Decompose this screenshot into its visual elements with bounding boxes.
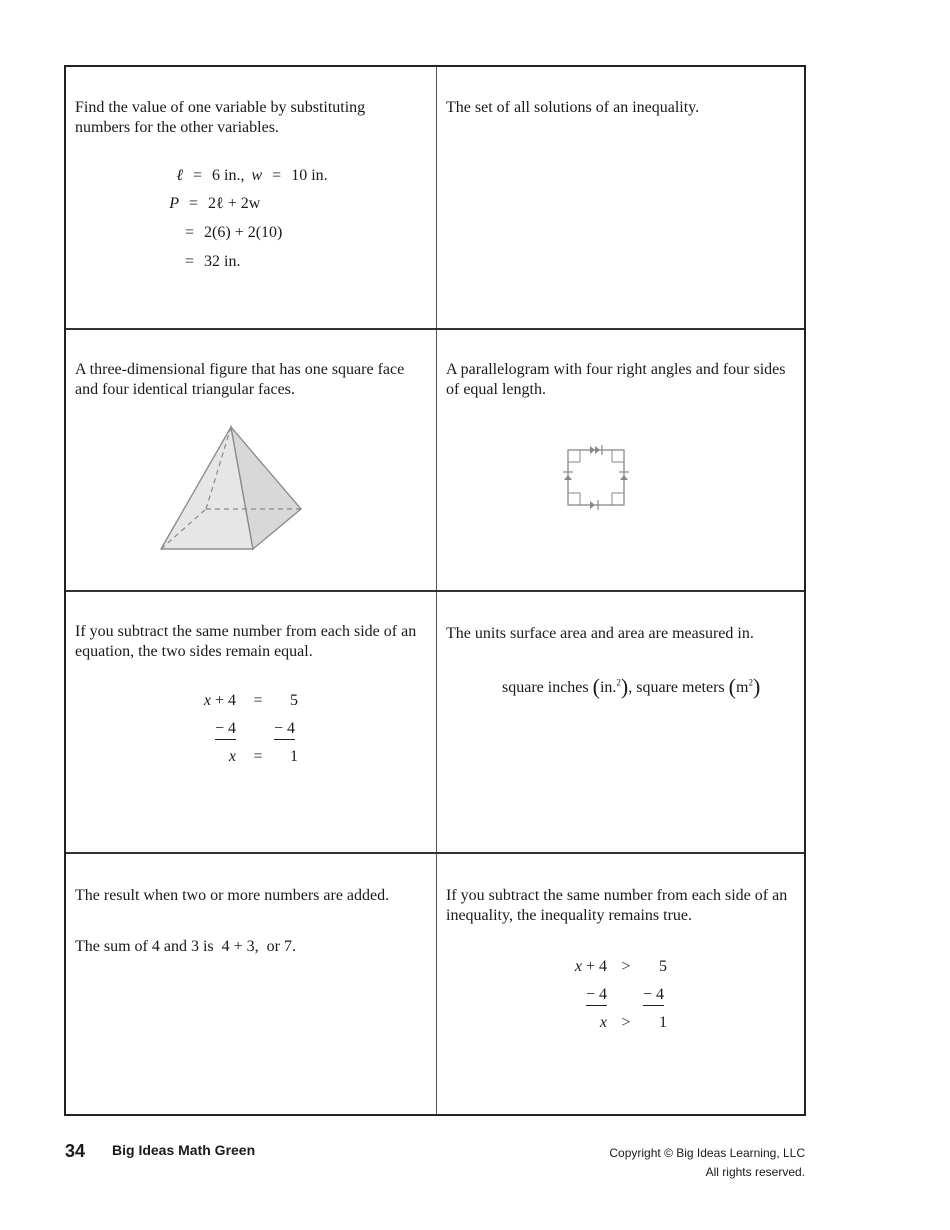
card-subtraction-equality: [66, 592, 436, 852]
card-square: [437, 330, 806, 590]
card-definition: The units surface area and area are measured in.: [446, 625, 754, 642]
card-definition: The set of all solutions of an inequality.: [446, 99, 700, 116]
substitution-formula: P = 2ℓ + 2w: [169, 195, 261, 212]
card-definition: If you subtract the same number from each side of an inequality, the inequality remains true.: [446, 887, 788, 924]
square-units-example: square inches (in.$^2$), square meters $(m^2)$: [502, 674, 761, 699]
card-definition: If you subtract the same number from each side of an equation, the two sides remain equal.: [75, 623, 417, 660]
substitution-given: ℓ = 6 in., w = 10 in.: [176, 167, 328, 184]
page-number: 34: [65, 1141, 86, 1161]
substitution-step: = 2(6) + 2(10): [185, 224, 283, 241]
inequality-row-3: x > 1: [599, 1014, 667, 1031]
equation-row-3: x = 1: [228, 748, 298, 765]
card-definition: Find the value of one variable by substituting numbers for the other variables.: [75, 99, 366, 136]
rights-line: All rights reserved.: [705, 1165, 805, 1179]
card-substitution: [66, 67, 436, 328]
card-definition: The result when two or more numbers are added.: [75, 887, 390, 904]
card-definition: A three-dimensional figure that has one square face and four identical triangular faces.: [75, 361, 405, 398]
card-subtraction-inequality: [437, 854, 806, 1116]
inequality-row-1: x + 4 > 5: [574, 958, 667, 975]
sum-example: The sum of 4 and 3 is 4 + 3, or 7.: [75, 938, 296, 955]
equation-row-2: − 4 − 4: [195, 720, 295, 738]
flashcard-grid: [64, 65, 806, 1116]
square-figure: [562, 442, 632, 512]
copyright-notice: [609, 1144, 805, 1182]
card-definition: A parallelogram with four right angles and four sides of equal length.: [446, 361, 786, 398]
inequality-row-2: − 4 − 4: [566, 986, 664, 1004]
copyright-line: Copyright © Big Ideas Learning, LLC: [609, 1146, 805, 1160]
card-square-pyramid: [66, 330, 436, 590]
equation-row-1: x + 4 = 5: [203, 692, 298, 709]
square-pyramid-figure: [156, 422, 306, 552]
card-sum: [66, 854, 436, 1116]
card-square-units: [437, 592, 806, 852]
book-title: Big Ideas Math Green: [112, 1142, 256, 1158]
card-solution-set: [437, 67, 806, 328]
substitution-result: = 32 in.: [185, 253, 241, 270]
